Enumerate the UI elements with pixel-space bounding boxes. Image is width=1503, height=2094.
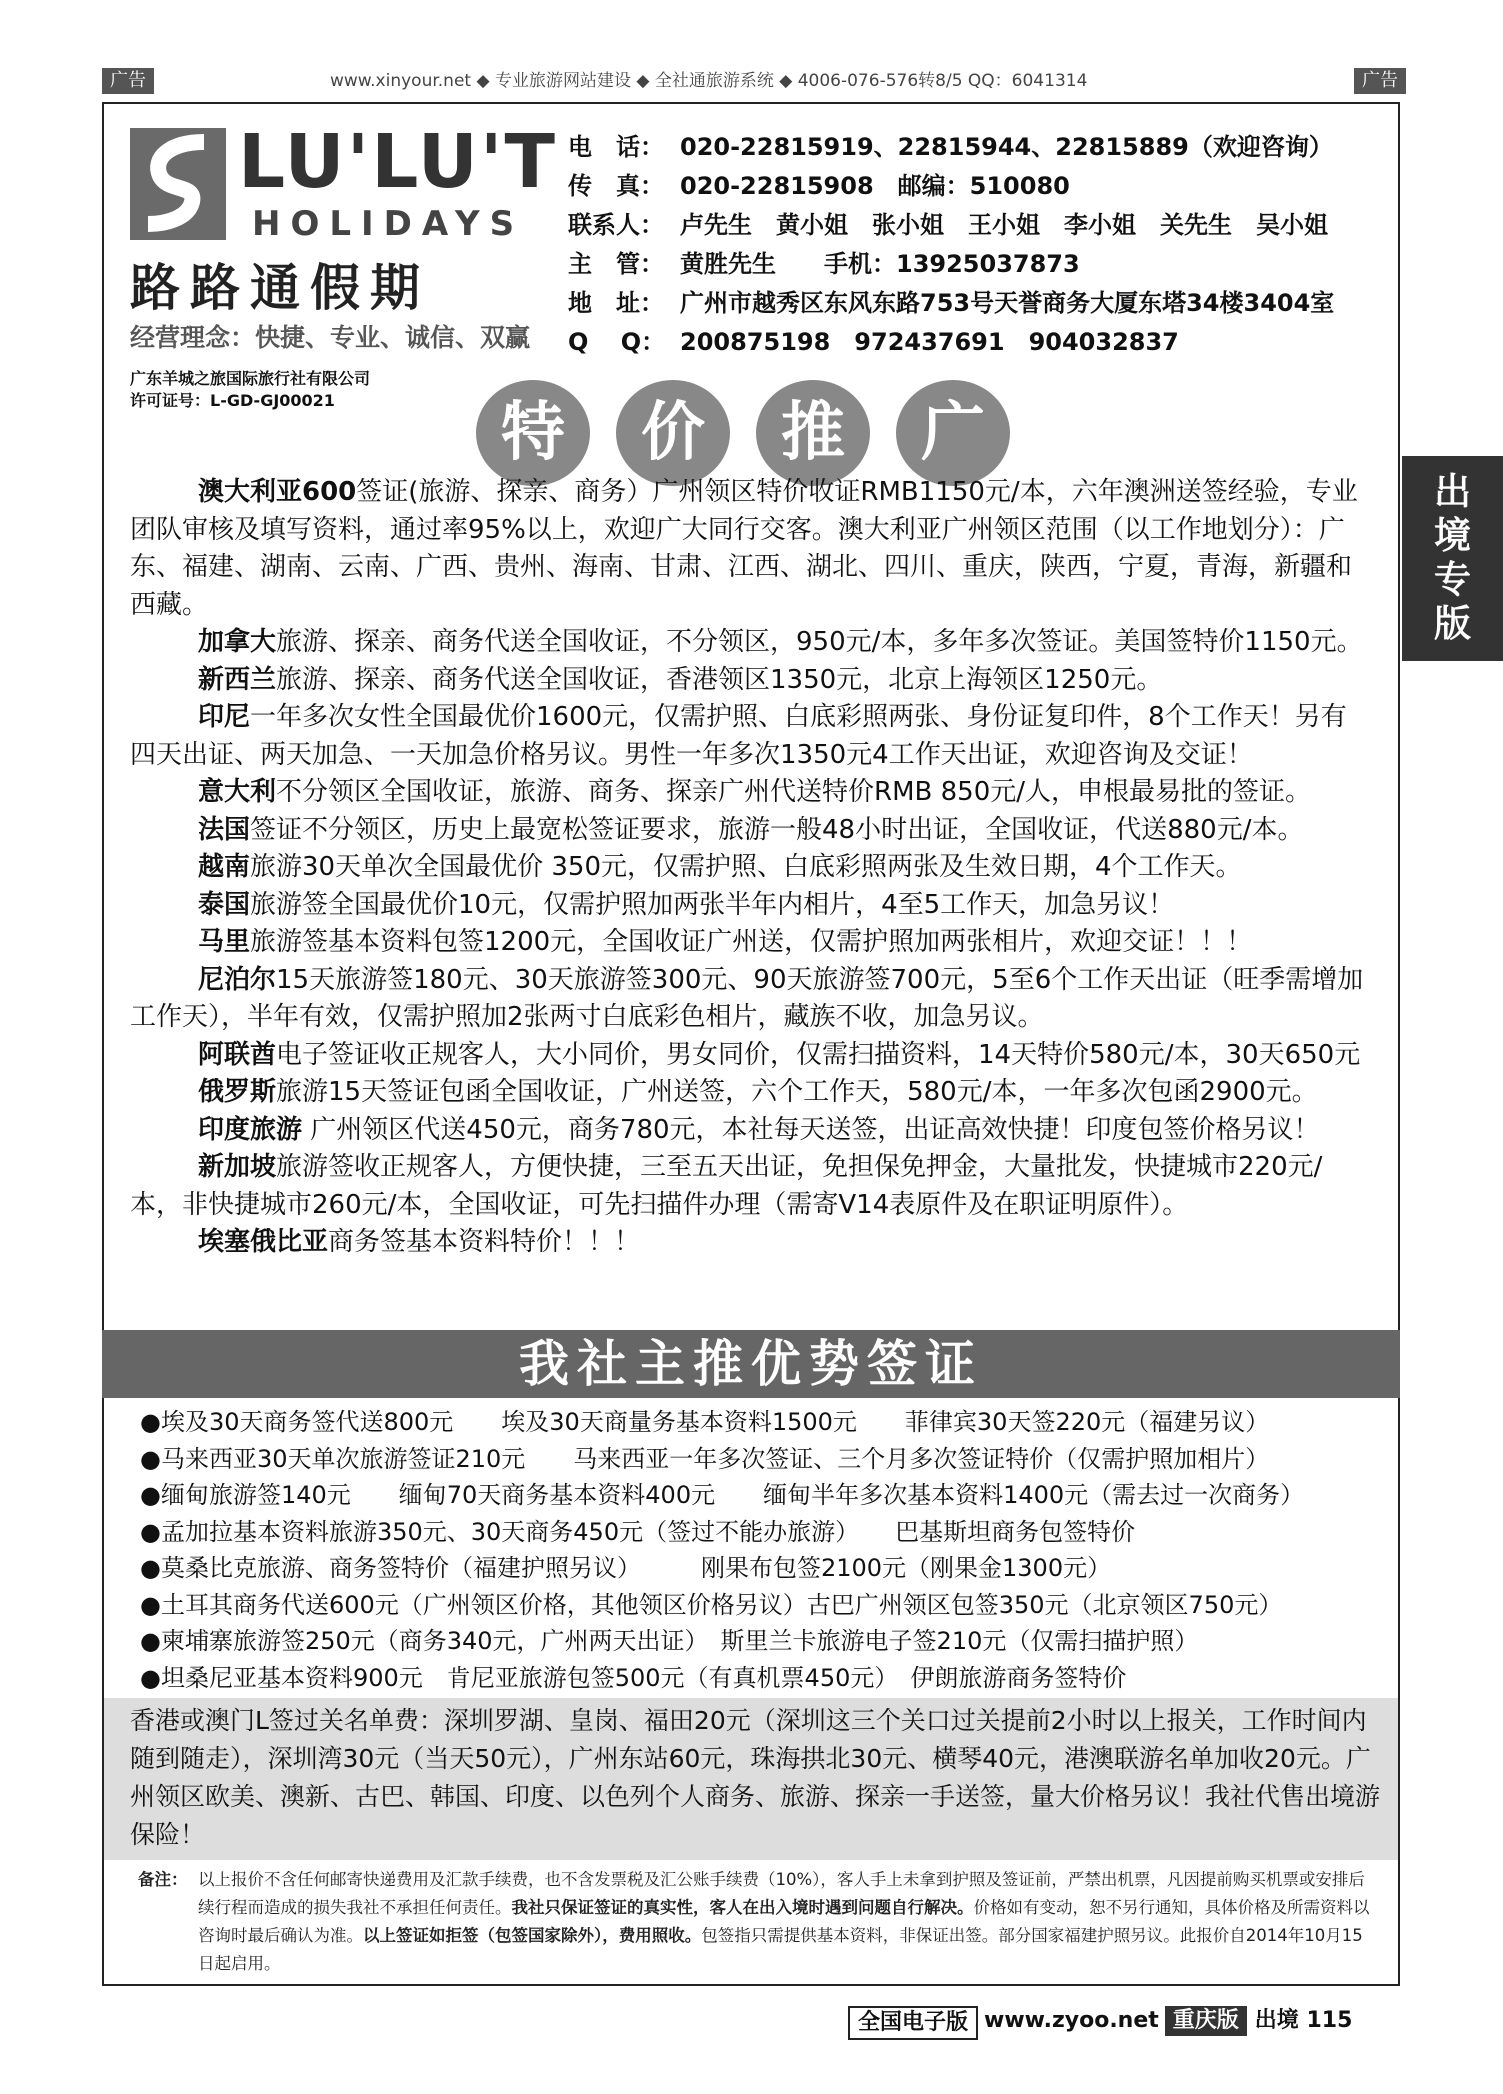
manager-label: 主 管： [568,250,664,278]
offer-paragraph: 澳大利亚600签证(旅游、探亲、商务）广州领区特价收证RMB1150元/本，六年澳洲送签经验，专业团队审核及填写资料，通过率95%以上，欢迎广大同行交客。澳大利亚广州领区范围（以工作地划分）：广东、福建、湖南、云南、广西、贵州、海南、甘肃、江西、湖北、四川、重庆，陕西，宁夏，青海，新疆和西藏。 [130,477,1358,620]
featured-visa-list [140,1404,1390,1696]
address-value: 广州市越秀区东风东路753号天誉商务大厦东塔34楼3404室 [680,289,1335,317]
company-info [130,368,370,412]
list-item: ●埃及30天商务签代送800元 埃及30天商量务基本资料1500元 菲律宾30天签220元（福建另议） [140,1408,1270,1436]
title-char: 价 [616,380,730,486]
list-item: ●柬埔寨旅游签250元（商务340元，广州两天出证） 斯里兰卡旅游电子签210元（仅需扫描护照） [140,1627,1199,1655]
title-char: 推 [756,380,870,486]
qq-label: Q Q： [568,328,666,356]
page-footer [848,2006,1352,2036]
offer-paragraph: 尼泊尔15天旅游签180元、30天旅游签300元、90天旅游签700元，5至6个工作天出证（旺季需增加工作天），半年有效，仅需护照加2张两寸白底彩色相片，藏族不收，加急另议。 [130,964,1364,1032]
offer-paragraph: 越南旅游30天单次全国最优价 350元，仅需护照、白底彩照两张及生效日期，4个工作天。 [198,852,1242,882]
brand-name-english: LU'LU'T [238,119,557,205]
offer-paragraph: 意大利不分领区全国收证，旅游、商务、探亲广州代送特价RMB 850元/人，申根最易批的签证。 [198,777,1312,807]
list-item: ●土耳其商务代送600元（广州领区价格，其他领区价格另议）古巴广州领区包签350元（北京领区750元） [140,1590,1283,1619]
fax-label: 传 真： [568,172,664,200]
ad-tag-right: 广告 [1354,68,1406,94]
footer-edition: 重庆版 [1165,2006,1247,2036]
contact-address [568,284,1334,323]
remarks-body: 以上报价不含任何邮寄快递费用及汇款手续费，也不含发票税及汇公账手续费（10%），客人手上未拿到护照及签证前，严禁出机票，凡因提前购买机票或安排后续行程而造成的损失我社不承担任何责任。我社只保证签证的真实性，客人在出入境时遇到问题自行解决。价格如有变动，恕不另行通知，具体价格及所需资料以咨询时最后确认为准。以上签证如拒签（包签国家除外），费用照收。包签指只需提供基本资料，非保证出签。部分国家福建护照另议。此报价自2014年10月15日起启用。 [198,1870,1370,1973]
qq-value: 200875198 972437691 904032837 [680,328,1179,356]
persons-label: 联系人： [568,211,664,239]
footer-national-edition: 全国电子版 [848,2006,978,2040]
footer-website: www.zyoo.net [984,2008,1159,2033]
offer-paragraph: 新西兰旅游、探亲、商务代送全国收证，香港领区1350元，北京上海领区1250元。 [198,664,1163,695]
side-tab-char: 专 [1434,558,1471,601]
contact-manager [568,245,1334,284]
phone-value: 020-22815919、22815944、22815889（欢迎咨询） [680,133,1333,161]
ad-tag-left: 广告 [102,68,154,94]
special-offer-title [476,380,1010,486]
phone-label: 电 话： [568,133,664,161]
offer-paragraph: 加拿大旅游、探亲、商务代送全国收证，不分领区，950元/本，多年多次签证。美国签特价1150元。 [198,627,1363,657]
brand-subtitle: HOLIDAYS [252,204,525,244]
offer-paragraph: 泰国旅游签全国最优价10元，仅需护照加两张半年内相片，4至5工作天，加急另议！ [198,889,1175,920]
hk-macau-info: 香港或澳门L签过关名单费：深圳罗湖、皇岗、福田20元（深圳这三个关口过关提前2小时以上报关，工作时间内随到随走），深圳湾30元（当天50元），广州东站60元，珠海拱北30元、横琴40元，港澳联游名单加收20元。广州领区欧美、澳新、古巴、韩国、印度、以色列个人商务、旅游、探亲一手送签，量大价格另议！我社代售出境游保险！ [130,1706,1381,1849]
remarks-label: 备注： [138,1870,188,1889]
manager-value: 黄胜先生 手机：13925037873 [680,250,1080,278]
list-item: ●马来西亚30天单次旅游签证210元 马来西亚一年多次签证、三个月多次签证特价（仅需护照加相片） [140,1444,1270,1473]
list-item: ●坦桑尼亚基本资料900元 肯尼亚旅游包签500元（有真机票450元） 伊朗旅游商务签特价 [140,1663,1127,1692]
offer-paragraph: 法国签证不分领区，历史上最宽松签证要求，旅游一般48小时出证，全国收证，代送880元/本。 [198,814,1304,845]
contact-qq [568,323,1334,362]
offer-paragraph: 阿联酋电子签证收正规客人，大小同价，男女同价，仅需扫描资料，14天特价580元/本，30天650元 [198,1039,1361,1070]
brand-name-chinese: 路路通假期 [130,258,430,317]
side-tab-char: 境 [1434,514,1471,557]
business-philosophy: 经营理念：快捷、专业、诚信、双赢 [130,323,531,352]
offer-paragraph: 印尼一年多次女性全国最优价1600元，仅需护照、白底彩照两张、身份证复印件，8个工作天！另有四天出证、两天加急、一天加急价格另议。男性一年多次1350元4工作天出证，欢迎咨询及交证！ [130,702,1347,770]
contact-block [568,128,1334,362]
logo-s-icon [130,128,226,240]
contact-persons [568,206,1334,245]
title-char: 广 [896,380,1010,486]
visa-offers [130,474,1370,1262]
company-name: 广东羊城之旅国际旅行社有限公司 [130,369,371,388]
persons-value: 卢先生 黄小姐 张小姐 王小姐 李小姐 关先生 吴小姐 [680,211,1328,239]
remarks [138,1866,1378,1978]
contact-fax [568,167,1334,206]
footer-page: 出境 115 [1254,2008,1353,2033]
offer-paragraph: 马里旅游签基本资料包签1200元，全国收证广州送，仅需护照加两张相片，欢迎交证！！！ [198,927,1253,957]
contact-phone [568,128,1334,167]
offer-paragraph: 印度旅游 广州领区代送450元，商务780元，本社每天送签，出证高效快捷！印度包签价格另议！ [198,1114,1320,1145]
section-side-tab [1402,456,1503,661]
offer-paragraph: 俄罗斯旅游15天签证包函全国收证，广州送签，六个工作天，580元/本，一年多次包函2900元。 [198,1077,1318,1107]
offer-paragraph: 新加坡旅游签收正规客人，方便快捷，三至五天出证，免担保免押金，大量批发，快捷城市220元/本，非快捷城市260元/本，全国收证，可先扫描件办理（需寄V14表原件及在职证明原件）。 [130,1152,1323,1220]
top-ad-bar: www.xinyour.net ◆ 专业旅游网站建设 ◆ 全社通旅游系统 ◆ 4006-076-576转8/5 QQ：6041314 [330,71,1088,91]
side-tab-char: 出 [1434,470,1471,513]
list-item: ●莫桑比克旅游、商务签特价（福建护照另议） 刚果布包签2100元（刚果金1300元） [140,1554,1112,1582]
featured-visa-banner: 我社主推优势签证 [102,1330,1400,1398]
license-number: 许可证号：L-GD-GJ00021 [130,391,335,410]
fax-value: 020-22815908 邮编：510080 [680,172,1070,200]
list-item: ●缅甸旅游签140元 缅甸70天商务基本资料400元 缅甸半年多次基本资料1400元（需去过一次商务） [140,1481,1305,1509]
address-label: 地 址： [568,289,664,317]
side-tab-char: 版 [1434,602,1471,645]
offer-paragraph: 埃塞俄比亚商务签基本资料特价！！！ [198,1227,641,1257]
list-item: ●孟加拉基本资料旅游350元、30天商务450元（签过不能办旅游） 巴基斯坦商务包签特价 [140,1517,1136,1546]
title-char: 特 [476,380,590,486]
